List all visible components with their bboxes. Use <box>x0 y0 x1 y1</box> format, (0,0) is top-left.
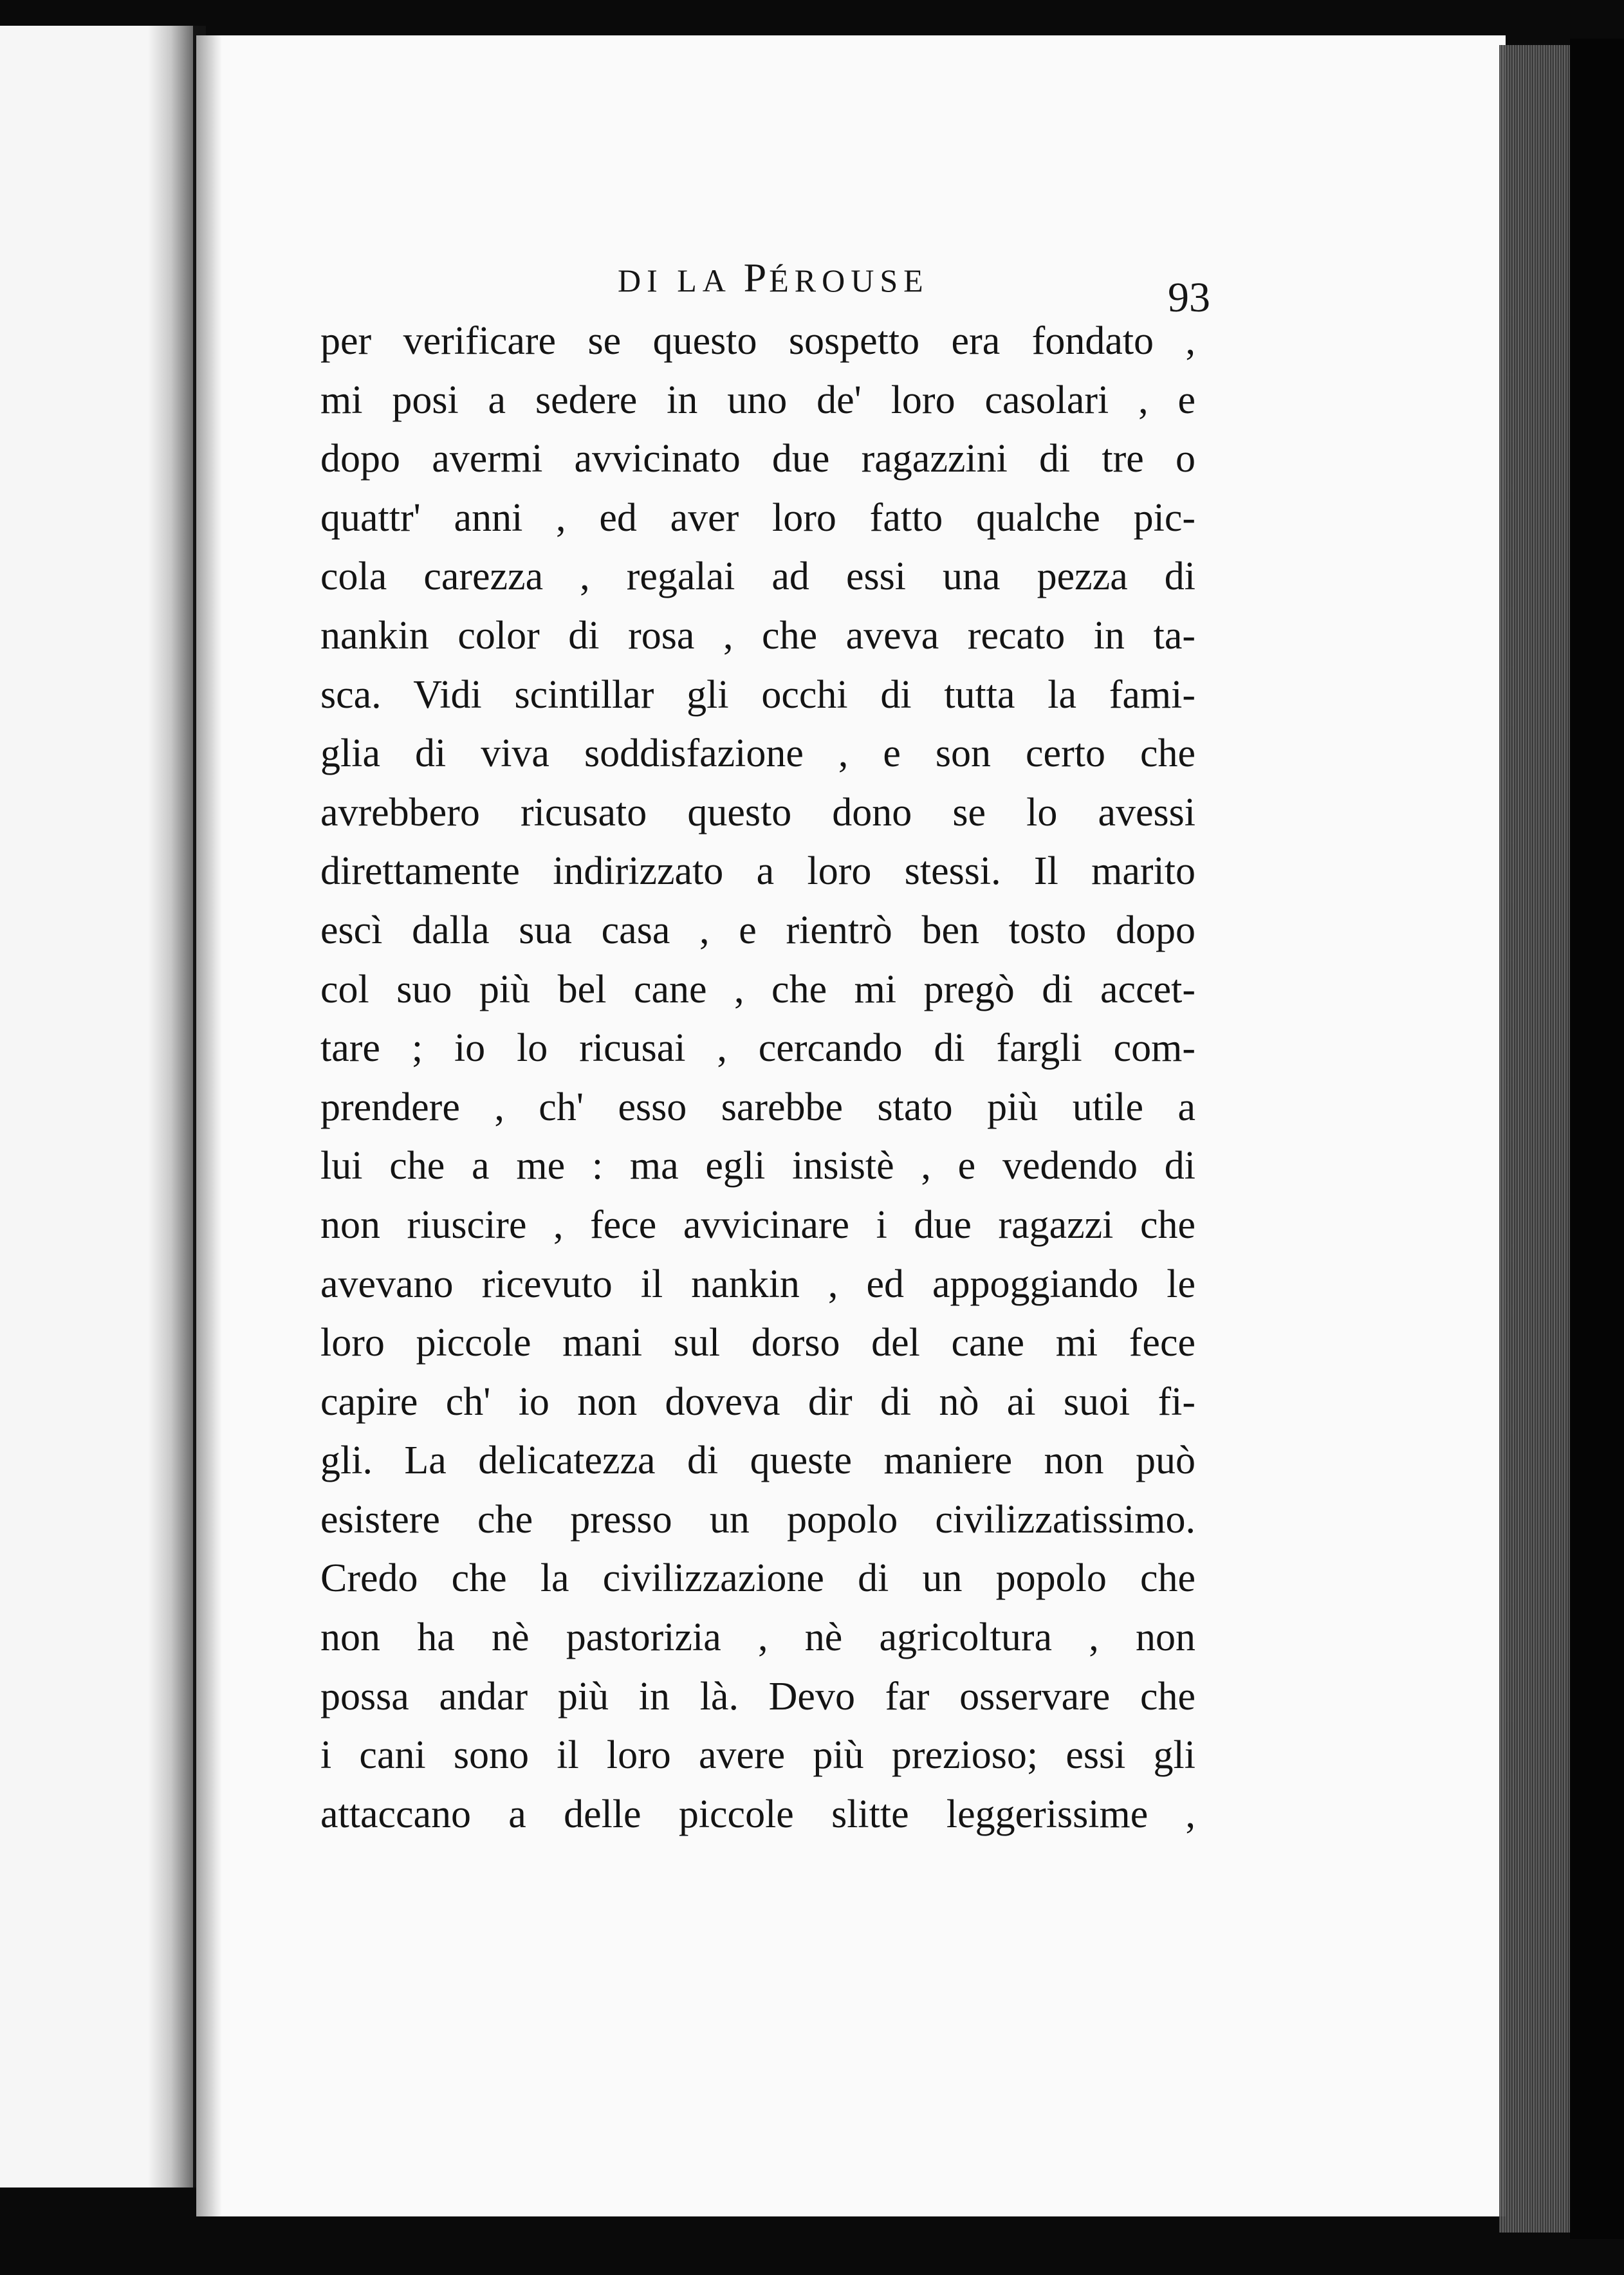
scan-background-edge <box>1570 39 1624 2239</box>
text-line: sca. Vidi scintillar gli occhi di tutta la fami- <box>320 672 1195 717</box>
text-line: dopo avermi avvicinato due ragazzini di tre o <box>320 437 1195 481</box>
running-head-prefix: DI LA <box>618 262 730 299</box>
text-line: mi posi a sedere in uno de' loro casolari , e <box>320 378 1195 422</box>
page-number: 93 <box>1168 274 1210 321</box>
running-head-rest: ÉROUSE <box>769 262 929 299</box>
text-line: nankin color di rosa , che aveva recato in ta- <box>320 613 1195 658</box>
text-line: cola carezza , regalai ad essi una pezza di <box>320 555 1195 599</box>
text-line: direttamente indirizzato a loro stessi. Il marito <box>320 849 1195 894</box>
text-line: escì dalla sua casa , e rientrò ben tosto dopo <box>320 908 1195 952</box>
text-line: tare ; io lo ricusai , cercando di fargli com- <box>320 1026 1195 1071</box>
text-line: avevano ricevuto il nankin , ed appoggiando le <box>320 1262 1195 1306</box>
text-line: gli. La delicatezza di queste maniere non può <box>320 1439 1195 1483</box>
text-line: lui che a me : ma egli insistè , e vedendo di <box>320 1144 1195 1188</box>
text-line: glia di viva soddisfazione , e son certo che <box>320 732 1195 776</box>
text-line: avrebbero ricusato questo dono se lo avessi <box>320 790 1195 834</box>
text-line: possa andar più in là. Devo far osservare che <box>320 1674 1195 1718</box>
text-line: esistere che presso un popolo civilizzatissimo. <box>320 1497 1195 1542</box>
text-line: loro piccole mani sul dorso del cane mi fece <box>320 1321 1195 1365</box>
running-head-initial: P <box>743 255 770 300</box>
text-line: quattr' anni , ed aver loro fatto qualche pic- <box>320 495 1195 540</box>
text-line: non riuscire , fece avvicinare i due ragazzi che <box>320 1202 1195 1247</box>
text-line: prendere , ch' esso sarebbe stato più utile a <box>320 1085 1195 1129</box>
text-line: i cani sono il loro avere più prezioso; essi gli <box>320 1733 1195 1778</box>
text-line: capire ch' io non doveva dir di nò ai suoi fi- <box>320 1379 1195 1424</box>
page-edge-shadow <box>196 35 222 2216</box>
text-line: per verificare se questo sospetto era fondato , <box>320 319 1195 363</box>
text-line: Credo che la civilizzazione di un popolo che <box>320 1556 1195 1601</box>
text-line: col suo più bel cane , che mi pregò di accet- <box>320 967 1195 1011</box>
running-head <box>618 254 929 302</box>
body-text <box>320 312 1195 1844</box>
text-line: non ha nè pastorizia , nè agricoltura , non <box>320 1616 1195 1660</box>
page-edges <box>1499 45 1576 2233</box>
text-line: attaccano a delle piccole slitte leggerissime , <box>320 1792 1195 1836</box>
